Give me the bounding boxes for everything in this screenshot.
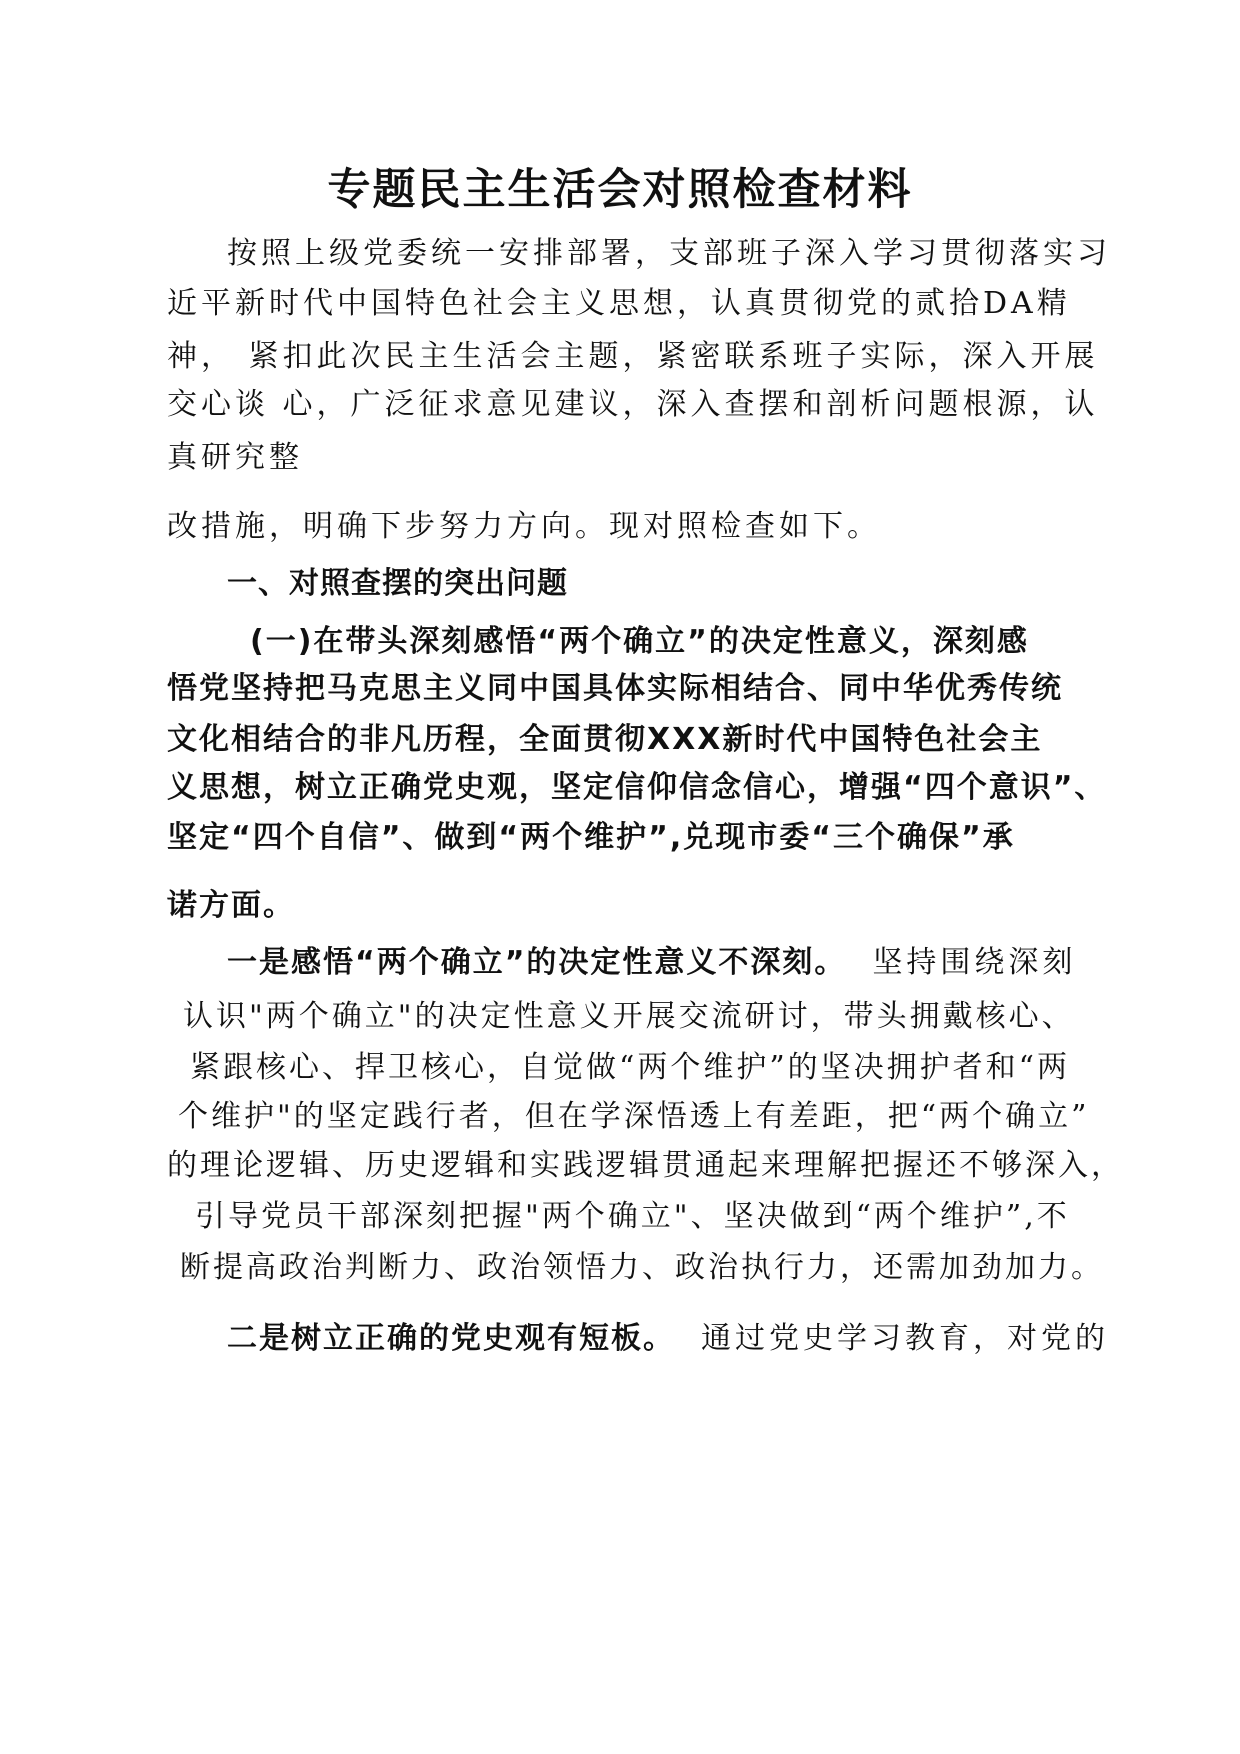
subsection-1-line-2: 悟党坚持把马克思主义同中国具体实际相结合、同中华优秀传统 — [167, 671, 1063, 706]
intro-line-5: 真研究整 — [167, 440, 303, 475]
subsection-1-line-1: (一)在带头深刻感悟“两个确立”的决定性意义，深刻感 — [250, 624, 1029, 659]
point-2-first-rest: 通过党史学习教育，对党的 — [701, 1321, 1109, 1356]
subsection-1-line-3: 文化相结合的非凡历程，全面贯彻XXX新时代中国特色社会主 — [167, 722, 1043, 757]
point-1-lead: 一是感悟“两个确立”的决定性意义不深刻。 — [227, 945, 847, 980]
subsection-1-line-5: 坚定“四个自信”、做到“两个维护”,兑现市委“三个确保”承 — [167, 820, 1015, 855]
intro-line-1: 按照上级党委统一安排部署，支部班子深入学习贯彻落实习 — [227, 236, 1111, 271]
subsection-1-line-4: 义思想，树立正确党史观，坚定信仰信念信心，增强“四个意识”、 — [167, 770, 1107, 805]
point-1-line-4: 个维护"的坚定践行者，但在学深悟透上有差距，把“两个确立” — [178, 1099, 1090, 1134]
point-2-lead: 二是树立正确的党史观有短板。 — [227, 1321, 675, 1356]
subsection-1-line-6: 诺方面。 — [167, 888, 295, 923]
point-1-first-rest: 坚持围绕深刻 — [872, 945, 1077, 980]
point-1-line-6: 引导党员干部深刻把握"两个确立"、坚决做到“两个维护”,不 — [195, 1199, 1070, 1234]
section-heading-1: 一、对照查摆的突出问题 — [227, 566, 568, 601]
intro-line-2: 近平新时代中国特色社会主义思想，认真贯彻党的贰拾DA精 — [167, 286, 1071, 321]
document-title: 专题民主生活会对照检查材料 — [327, 165, 913, 215]
intro-line-3: 神， 紧扣此次民主生活会主题，紧密联系班子实际，深入开展 — [167, 339, 1099, 374]
point-2-first-line — [227, 1319, 1109, 1359]
point-1-line-5: 的理论逻辑、历史逻辑和实践逻辑贯通起来理解把握还不够深入， — [167, 1148, 1124, 1183]
intro-line-6: 改措施，明确下步努力方向。现对照检查如下。 — [167, 509, 881, 544]
point-1-line-2: 认识"两个确立"的决定性意义开展交流研讨，带头拥戴核心、 — [183, 999, 1075, 1034]
point-1-line-7: 断提高政治判断力、政治领悟力、政治执行力，还需加劲加力。 — [180, 1250, 1104, 1285]
point-1-line-3: 紧跟核心、捍卫核心，自觉做“两个维护”的坚决拥护者和“两 — [190, 1050, 1071, 1085]
point-1-first-line — [227, 943, 1076, 983]
intro-line-4: 交心谈 心，广泛征求意见建议，深入查摆和剖析问题根源，认 — [167, 387, 1099, 422]
